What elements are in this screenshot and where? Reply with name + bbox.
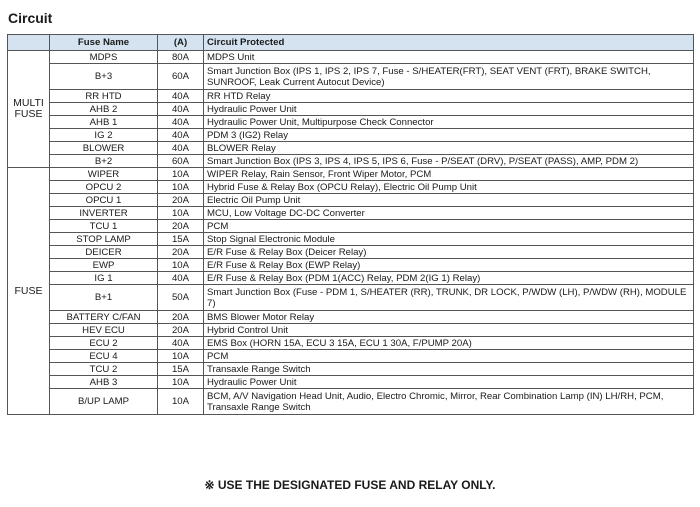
fuse-name-cell: OPCU 2	[50, 181, 158, 194]
ampere-cell: 80A	[158, 51, 204, 64]
ampere-cell: 20A	[158, 246, 204, 259]
fuse-name-cell: EWP	[50, 259, 158, 272]
table-row	[8, 363, 694, 376]
table-row	[8, 51, 694, 64]
ampere-cell: 20A	[158, 324, 204, 337]
header-ampere: (A)	[158, 35, 204, 51]
circuit-cell: Electric Oil Pump Unit	[204, 194, 694, 207]
circuit-cell: Stop Signal Electronic Module	[204, 233, 694, 246]
circuit-cell: Smart Junction Box (IPS 1, IPS 2, IPS 7, Fuse - S/HEATER(FRT), SEAT VENT (FRT), BRAKE SWITCH, SUNROOF, Leak Current Autocut Device)	[204, 64, 694, 90]
ampere-cell: 10A	[158, 181, 204, 194]
group-label: FUSE	[8, 168, 50, 415]
ampere-cell: 10A	[158, 168, 204, 181]
table-row	[8, 259, 694, 272]
ampere-cell: 60A	[158, 64, 204, 90]
table-row	[8, 168, 694, 181]
fuse-name-cell: DEICER	[50, 246, 158, 259]
table-row	[8, 142, 694, 155]
circuit-cell: E/R Fuse & Relay Box (Deicer Relay)	[204, 246, 694, 259]
table-row	[8, 376, 694, 389]
ampere-cell: 40A	[158, 129, 204, 142]
fuse-name-cell: TCU 1	[50, 220, 158, 233]
ampere-cell: 60A	[158, 155, 204, 168]
table-row	[8, 233, 694, 246]
circuit-cell: PDM 3 (IG2) Relay	[204, 129, 694, 142]
circuit-cell: Hydraulic Power Unit	[204, 103, 694, 116]
ampere-cell: 40A	[158, 337, 204, 350]
ampere-cell: 40A	[158, 116, 204, 129]
ampere-cell: 40A	[158, 103, 204, 116]
fuse-name-cell: BATTERY C/FAN	[50, 311, 158, 324]
ampere-cell: 15A	[158, 363, 204, 376]
circuit-cell: Hydraulic Power Unit, Multipurpose Check Connector	[204, 116, 694, 129]
circuit-cell: BCM, A/V Navigation Head Unit, Audio, Electro Chromic, Mirror, Rear Combination Lamp (IN) LH/RH, PCM, Transaxle Range Switch	[204, 389, 694, 415]
table-row	[8, 285, 694, 311]
circuit-cell: PCM	[204, 350, 694, 363]
fuse-name-cell: ECU 2	[50, 337, 158, 350]
table-row	[8, 311, 694, 324]
circuit-cell: Hydraulic Power Unit	[204, 376, 694, 389]
table-row	[8, 90, 694, 103]
fuse-table-body	[8, 51, 694, 415]
fuse-name-cell: AHB 2	[50, 103, 158, 116]
fuse-name-cell: INVERTER	[50, 207, 158, 220]
circuit-cell: EMS Box (HORN 15A, ECU 3 15A, ECU 1 30A, F/PUMP 20A)	[204, 337, 694, 350]
table-row	[8, 324, 694, 337]
table-row	[8, 103, 694, 116]
table-row	[8, 246, 694, 259]
table-row	[8, 64, 694, 90]
circuit-cell: MCU, Low Voltage DC-DC Converter	[204, 207, 694, 220]
fuse-name-cell: BLOWER	[50, 142, 158, 155]
table-row	[8, 389, 694, 415]
ampere-cell: 10A	[158, 350, 204, 363]
ampere-cell: 50A	[158, 285, 204, 311]
ampere-cell: 10A	[158, 259, 204, 272]
circuit-cell: E/R Fuse & Relay Box (EWP Relay)	[204, 259, 694, 272]
ampere-cell: 40A	[158, 90, 204, 103]
usage-note: ※ USE THE DESIGNATED FUSE AND RELAY ONLY.	[204, 478, 496, 492]
table-row	[8, 116, 694, 129]
ampere-cell: 10A	[158, 389, 204, 415]
table-row	[8, 337, 694, 350]
circuit-cell: E/R Fuse & Relay Box (PDM 1(ACC) Relay, PDM 2(IG 1) Relay)	[204, 272, 694, 285]
circuit-cell: Smart Junction Box (Fuse - PDM 1, S/HEATER (RR), TRUNK, DR LOCK, P/WDW (LH), P/WDW (RH), MODULE 7)	[204, 285, 694, 311]
table-row	[8, 129, 694, 142]
table-row	[8, 350, 694, 363]
circuit-cell: Hybrid Control Unit	[204, 324, 694, 337]
fuse-name-cell: RR HTD	[50, 90, 158, 103]
circuit-cell: Hybrid Fuse & Relay Box (OPCU Relay), Electric Oil Pump Unit	[204, 181, 694, 194]
table-row	[8, 207, 694, 220]
circuit-cell: Smart Junction Box (IPS 3, IPS 4, IPS 5, IPS 6, Fuse - P/SEAT (DRV), P/SEAT (PASS), AMP, PDM 2)	[204, 155, 694, 168]
fuse-name-cell: IG 2	[50, 129, 158, 142]
circuit-cell: WIPER Relay, Rain Sensor, Front Wiper Motor, PCM	[204, 168, 694, 181]
circuit-cell: PCM	[204, 220, 694, 233]
circuit-cell: Transaxle Range Switch	[204, 363, 694, 376]
header-group	[8, 35, 50, 51]
ampere-cell: 40A	[158, 142, 204, 155]
fuse-name-cell: B+1	[50, 285, 158, 311]
ampere-cell: 40A	[158, 272, 204, 285]
table-row	[8, 272, 694, 285]
fuse-name-cell: B/UP LAMP	[50, 389, 158, 415]
ampere-cell: 15A	[158, 233, 204, 246]
page-title: Circuit	[8, 10, 53, 26]
header-fuse-name: Fuse Name	[50, 35, 158, 51]
fuse-name-cell: TCU 2	[50, 363, 158, 376]
table-row	[8, 181, 694, 194]
fuse-name-cell: HEV ECU	[50, 324, 158, 337]
fuse-name-cell: OPCU 1	[50, 194, 158, 207]
circuit-cell: MDPS Unit	[204, 51, 694, 64]
fuse-name-cell: AHB 1	[50, 116, 158, 129]
ampere-cell: 20A	[158, 194, 204, 207]
table-row	[8, 155, 694, 168]
circuit-cell: BLOWER Relay	[204, 142, 694, 155]
group-label: MULTI FUSE	[8, 51, 50, 168]
fuse-name-cell: IG 1	[50, 272, 158, 285]
fuse-name-cell: STOP LAMP	[50, 233, 158, 246]
circuit-cell: BMS Blower Motor Relay	[204, 311, 694, 324]
fuse-name-cell: B+3	[50, 64, 158, 90]
fuse-name-cell: AHB 3	[50, 376, 158, 389]
fuse-name-cell: ECU 4	[50, 350, 158, 363]
table-row	[8, 220, 694, 233]
fuse-table	[7, 34, 694, 415]
circuit-cell: RR HTD Relay	[204, 90, 694, 103]
ampere-cell: 10A	[158, 376, 204, 389]
table-row	[8, 194, 694, 207]
header-circuit-protected: Circuit Protected	[204, 35, 694, 51]
fuse-name-cell: B+2	[50, 155, 158, 168]
fuse-name-cell: WIPER	[50, 168, 158, 181]
ampere-cell: 20A	[158, 220, 204, 233]
ampere-cell: 20A	[158, 311, 204, 324]
fuse-name-cell: MDPS	[50, 51, 158, 64]
ampere-cell: 10A	[158, 207, 204, 220]
table-header-row	[8, 35, 694, 51]
